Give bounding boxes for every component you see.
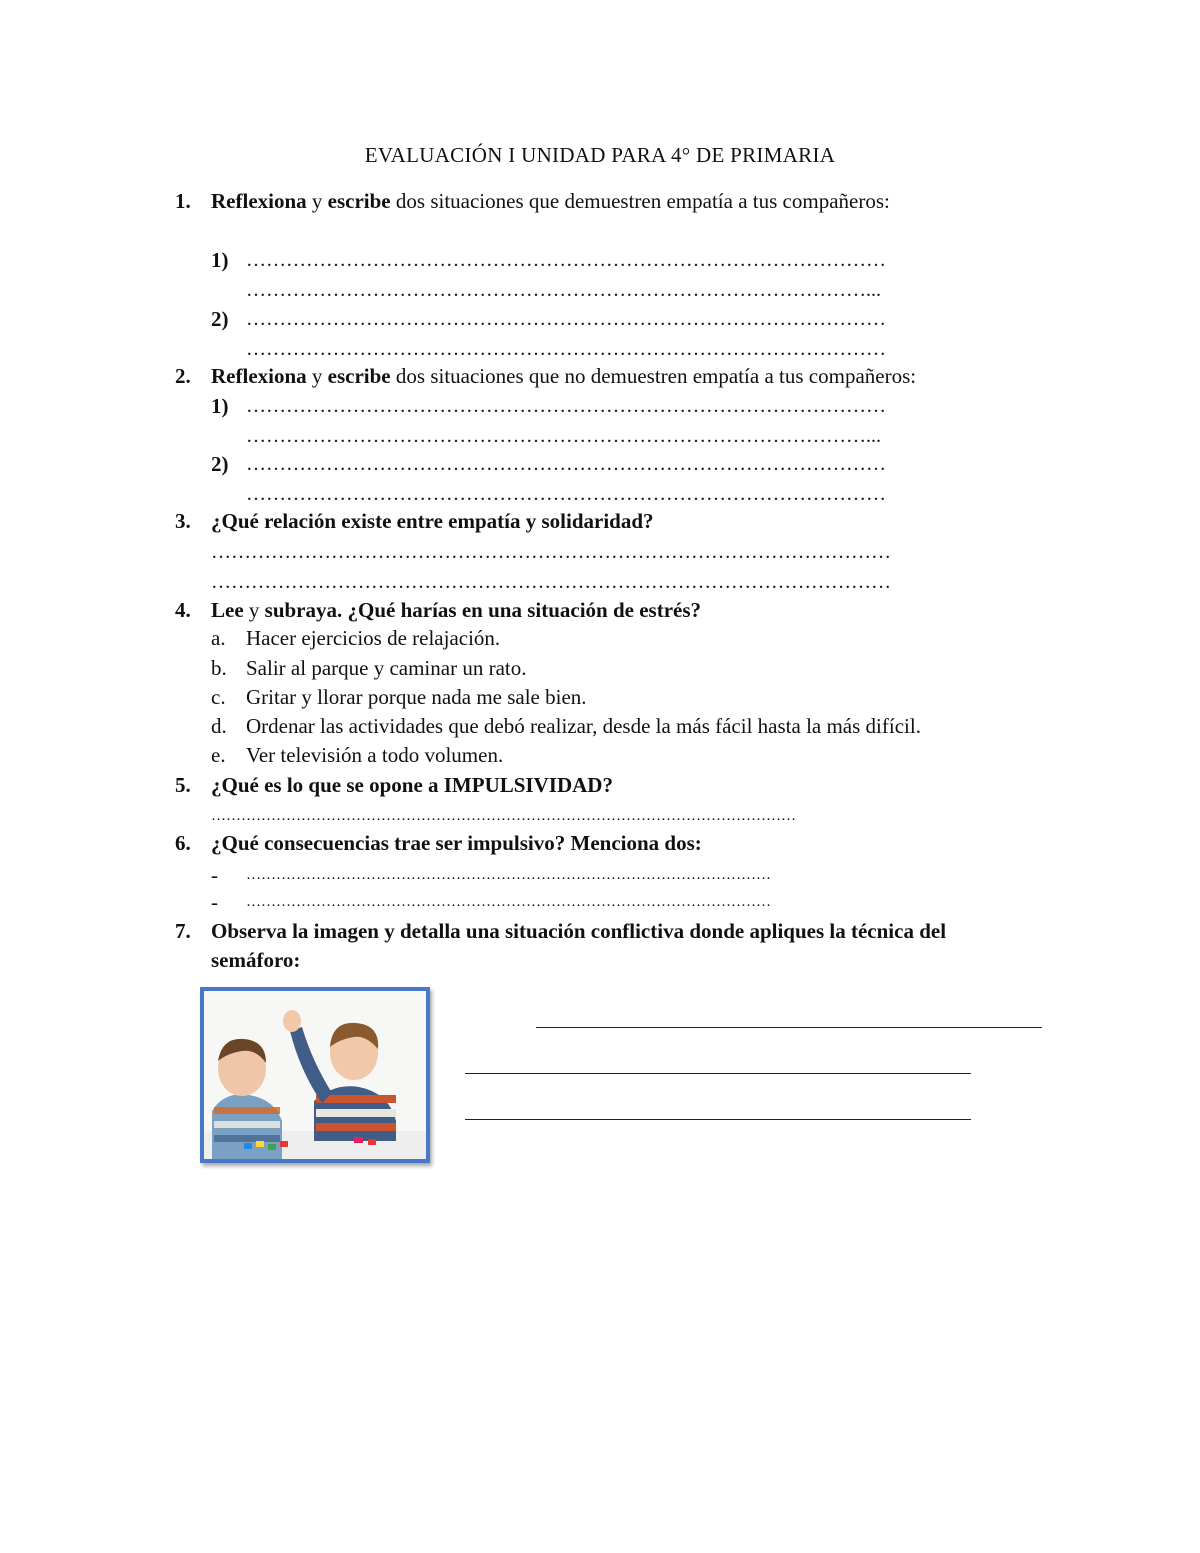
question-6-number: 6. bbox=[175, 831, 191, 855]
q4-option-d[interactable]: Ordenar las actividades que debó realizar, desde la más fácil hasta la más difícil. bbox=[246, 714, 921, 738]
q1-answer-2-line-a[interactable]: …………………………………………………………………………………… bbox=[246, 308, 886, 330]
q1-answer-1-line-b[interactable]: …………………………………………………………………………………... bbox=[246, 279, 881, 301]
q1-bold-reflexiona: Reflexiona bbox=[211, 189, 307, 213]
q2-sub-2-label: 2) bbox=[211, 452, 229, 476]
question-7-text-line-2: semáforo: bbox=[211, 948, 301, 972]
q6-bullet-2: - bbox=[211, 890, 218, 914]
q1-bold-escribe: escribe bbox=[327, 189, 391, 213]
q4-option-d-letter: d. bbox=[211, 714, 227, 738]
q6-answer-line-a[interactable]: …………………………………………………………………………………………… bbox=[246, 867, 771, 883]
children-conflict-photo bbox=[200, 987, 430, 1163]
q4-option-b-letter: b. bbox=[211, 656, 227, 680]
question-6-text: ¿Qué consecuencias trae ser impulsivo? Menciona dos: bbox=[211, 831, 702, 855]
q4-option-a-letter: a. bbox=[211, 626, 226, 650]
q3-answer-line-a[interactable]: ………………………………………………………………………………………… bbox=[211, 541, 891, 563]
q7-answer-blank-1[interactable] bbox=[536, 1027, 1042, 1028]
question-2-number: 2. bbox=[175, 364, 191, 388]
q4-option-c[interactable]: Gritar y llorar porque nada me sale bien. bbox=[246, 685, 587, 709]
q2-answer-1-line-a[interactable]: …………………………………………………………………………………… bbox=[246, 395, 886, 417]
q1-connector: y bbox=[306, 189, 328, 213]
question-3-text: ¿Qué relación existe entre empatía y solidaridad? bbox=[211, 509, 654, 533]
q1-sub-2-label: 2) bbox=[211, 307, 229, 331]
q2-bold-escribe: escribe bbox=[327, 364, 391, 388]
q2-answer-2-line-b[interactable]: …………………………………………………………………………………… bbox=[246, 483, 886, 505]
q4-option-e[interactable]: Ver televisión a todo volumen. bbox=[246, 743, 504, 767]
q4-bold-lee: Lee bbox=[211, 598, 244, 622]
q4-option-a[interactable]: Hacer ejercicios de relajación. bbox=[246, 626, 501, 650]
question-7-number: 7. bbox=[175, 919, 191, 943]
children-illustration bbox=[204, 991, 426, 1159]
question-5-number: 5. bbox=[175, 773, 191, 797]
q5-answer-line[interactable]: ……………………………………………………………………………………………………… bbox=[211, 808, 796, 824]
question-4-number: 4. bbox=[175, 598, 191, 622]
q1-answer-1-line-a[interactable]: …………………………………………………………………………………… bbox=[246, 249, 886, 271]
q2-bold-reflexiona: Reflexiona bbox=[211, 364, 307, 388]
q4-option-e-letter: e. bbox=[211, 743, 226, 767]
q1-rest: dos situaciones que demuestren empatía a tus compañeros: bbox=[390, 189, 890, 213]
q1-sub-1-label: 1) bbox=[211, 248, 229, 272]
q2-connector: y bbox=[306, 364, 328, 388]
q4-option-c-letter: c. bbox=[211, 685, 226, 709]
question-3-number: 3. bbox=[175, 509, 191, 533]
question-7-text-line-1: Observa la imagen y detalla una situación conflictiva donde apliques la técnica del bbox=[211, 919, 947, 943]
page-title: EVALUACIÓN I UNIDAD PARA 4° DE PRIMARIA bbox=[364, 143, 836, 167]
q7-answer-blank-2[interactable] bbox=[465, 1073, 971, 1074]
q1-answer-2-line-b[interactable]: …………………………………………………………………………………… bbox=[246, 338, 886, 360]
q3-answer-line-b[interactable]: ………………………………………………………………………………………… bbox=[211, 571, 891, 593]
q6-answer-line-b[interactable]: …………………………………………………………………………………………… bbox=[246, 894, 771, 910]
q6-bullet-1: - bbox=[211, 863, 218, 887]
q4-connector: y bbox=[243, 598, 265, 622]
question-5-text: ¿Qué es lo que se opone a IMPULSIVIDAD? bbox=[211, 773, 613, 797]
q2-answer-2-line-a[interactable]: …………………………………………………………………………………… bbox=[246, 453, 886, 475]
q2-sub-1-label: 1) bbox=[211, 394, 229, 418]
question-1-number: 1. bbox=[175, 189, 191, 213]
q2-answer-1-line-b[interactable]: …………………………………………………………………………………... bbox=[246, 425, 881, 447]
q2-rest: dos situaciones que no demuestren empatía a tus compañeros: bbox=[390, 364, 917, 388]
q4-option-b[interactable]: Salir al parque y caminar un rato. bbox=[246, 656, 527, 680]
question-2-text bbox=[211, 363, 916, 389]
question-1-text bbox=[211, 188, 890, 214]
q4-bold-question: subraya. ¿Qué harías en una situación de estrés? bbox=[264, 598, 702, 622]
question-4-text bbox=[211, 597, 701, 623]
q7-answer-blank-3[interactable] bbox=[465, 1119, 971, 1120]
